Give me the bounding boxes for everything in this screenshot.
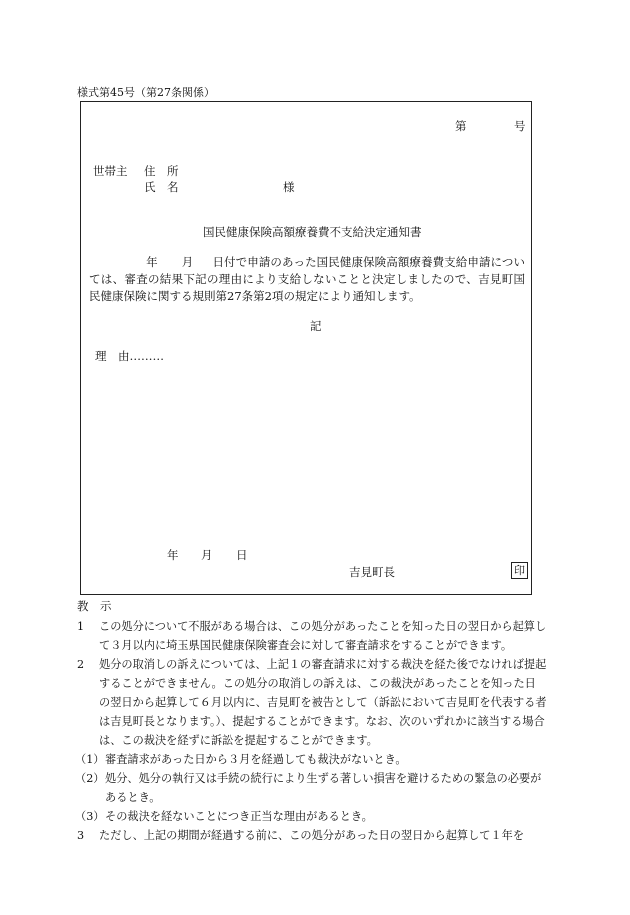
ki-heading: 記 xyxy=(310,319,322,333)
footer-year: 年 xyxy=(167,548,179,562)
notice-item-1 xyxy=(77,617,547,655)
form-label: 様式第45号（第27条関係） xyxy=(77,86,215,99)
notice-item-text: この処分について不服がある場合は、この処分があったことを知った日の翌日から起算して３月以内に埼玉県国民健康保険審査会に対して審査請求をすることができます。 xyxy=(99,620,547,652)
body-month: 月 xyxy=(181,255,194,269)
notice-subitem-text: 処分、処分の執行又は手続の続行により生ずる著しい損害を避けるための緊急の必要があるとき。 xyxy=(105,772,542,804)
notice-subitem-1 xyxy=(77,750,547,769)
footer-day: 日 xyxy=(236,548,248,562)
notice-subitem-number: （2） xyxy=(75,772,105,785)
household-head-label: 世帯主 xyxy=(93,164,128,178)
footer-month: 月 xyxy=(201,548,213,562)
number-dai: 第 xyxy=(455,119,467,133)
notice-subitem-text: 審査請求があった日から３月を経過しても裁決がないとき。 xyxy=(105,753,407,766)
notice-subitem-3 xyxy=(77,807,547,826)
seal-mark: 印 xyxy=(511,562,528,579)
mayor-label: 吉見町長 xyxy=(349,565,395,579)
notice-subitem-number: （1） xyxy=(75,753,105,766)
reason-label: 理 由……… xyxy=(95,349,164,363)
notice-subitem-2 xyxy=(77,769,547,807)
honorific-sama: 様 xyxy=(283,180,295,194)
notice-body xyxy=(89,254,525,305)
notice-item-text: ただし、上記の期間が経過する前に、この処分があった日の翌日から起算して１年を xyxy=(99,829,525,842)
notice-subitem-text: その裁決を経ないことにつき正当な理由があるとき。 xyxy=(105,810,373,823)
body-text: 日付で申請のあった国民健康保険高額療養費支給申請については、審査の結果下記の理由により支給しないことと決定しましたので、吉見町国民健康保険に関する規則第27条第2項の規定により通知します。 xyxy=(89,255,526,303)
notice-item-2 xyxy=(77,655,547,750)
notice-subitem-number: （3） xyxy=(75,810,105,823)
notice-item-number: 1 xyxy=(77,620,85,633)
notice-heading: 教 示 xyxy=(77,599,112,613)
notice-item-3 xyxy=(77,826,547,845)
notice-item-number: 2 xyxy=(77,658,85,671)
notice-list xyxy=(77,617,547,845)
notice-item-number: 3 xyxy=(77,829,85,842)
notice-item-text: 処分の取消しの訴えについては、上記１の審査請求に対する裁決を経た後でなければ提起することができません。この処分の取消しの訴えは、この裁決があったことを知った日の翌日から起算して６月以内に、吉見町を被告として（訴訟において吉見町を代表する者は吉見町長となります。）、提起することができます。なお、次のいずれかに該当する場合は、この裁決を経ずに訴訟を提起することができます。 xyxy=(99,658,547,747)
document-title: 国民健康保険高額療養費不支給決定通知書 xyxy=(203,225,422,239)
address-label: 住 所 xyxy=(144,164,179,178)
body-year: 年 xyxy=(146,255,158,269)
number-go: 号 xyxy=(514,119,526,133)
name-label: 氏 名 xyxy=(144,180,179,194)
